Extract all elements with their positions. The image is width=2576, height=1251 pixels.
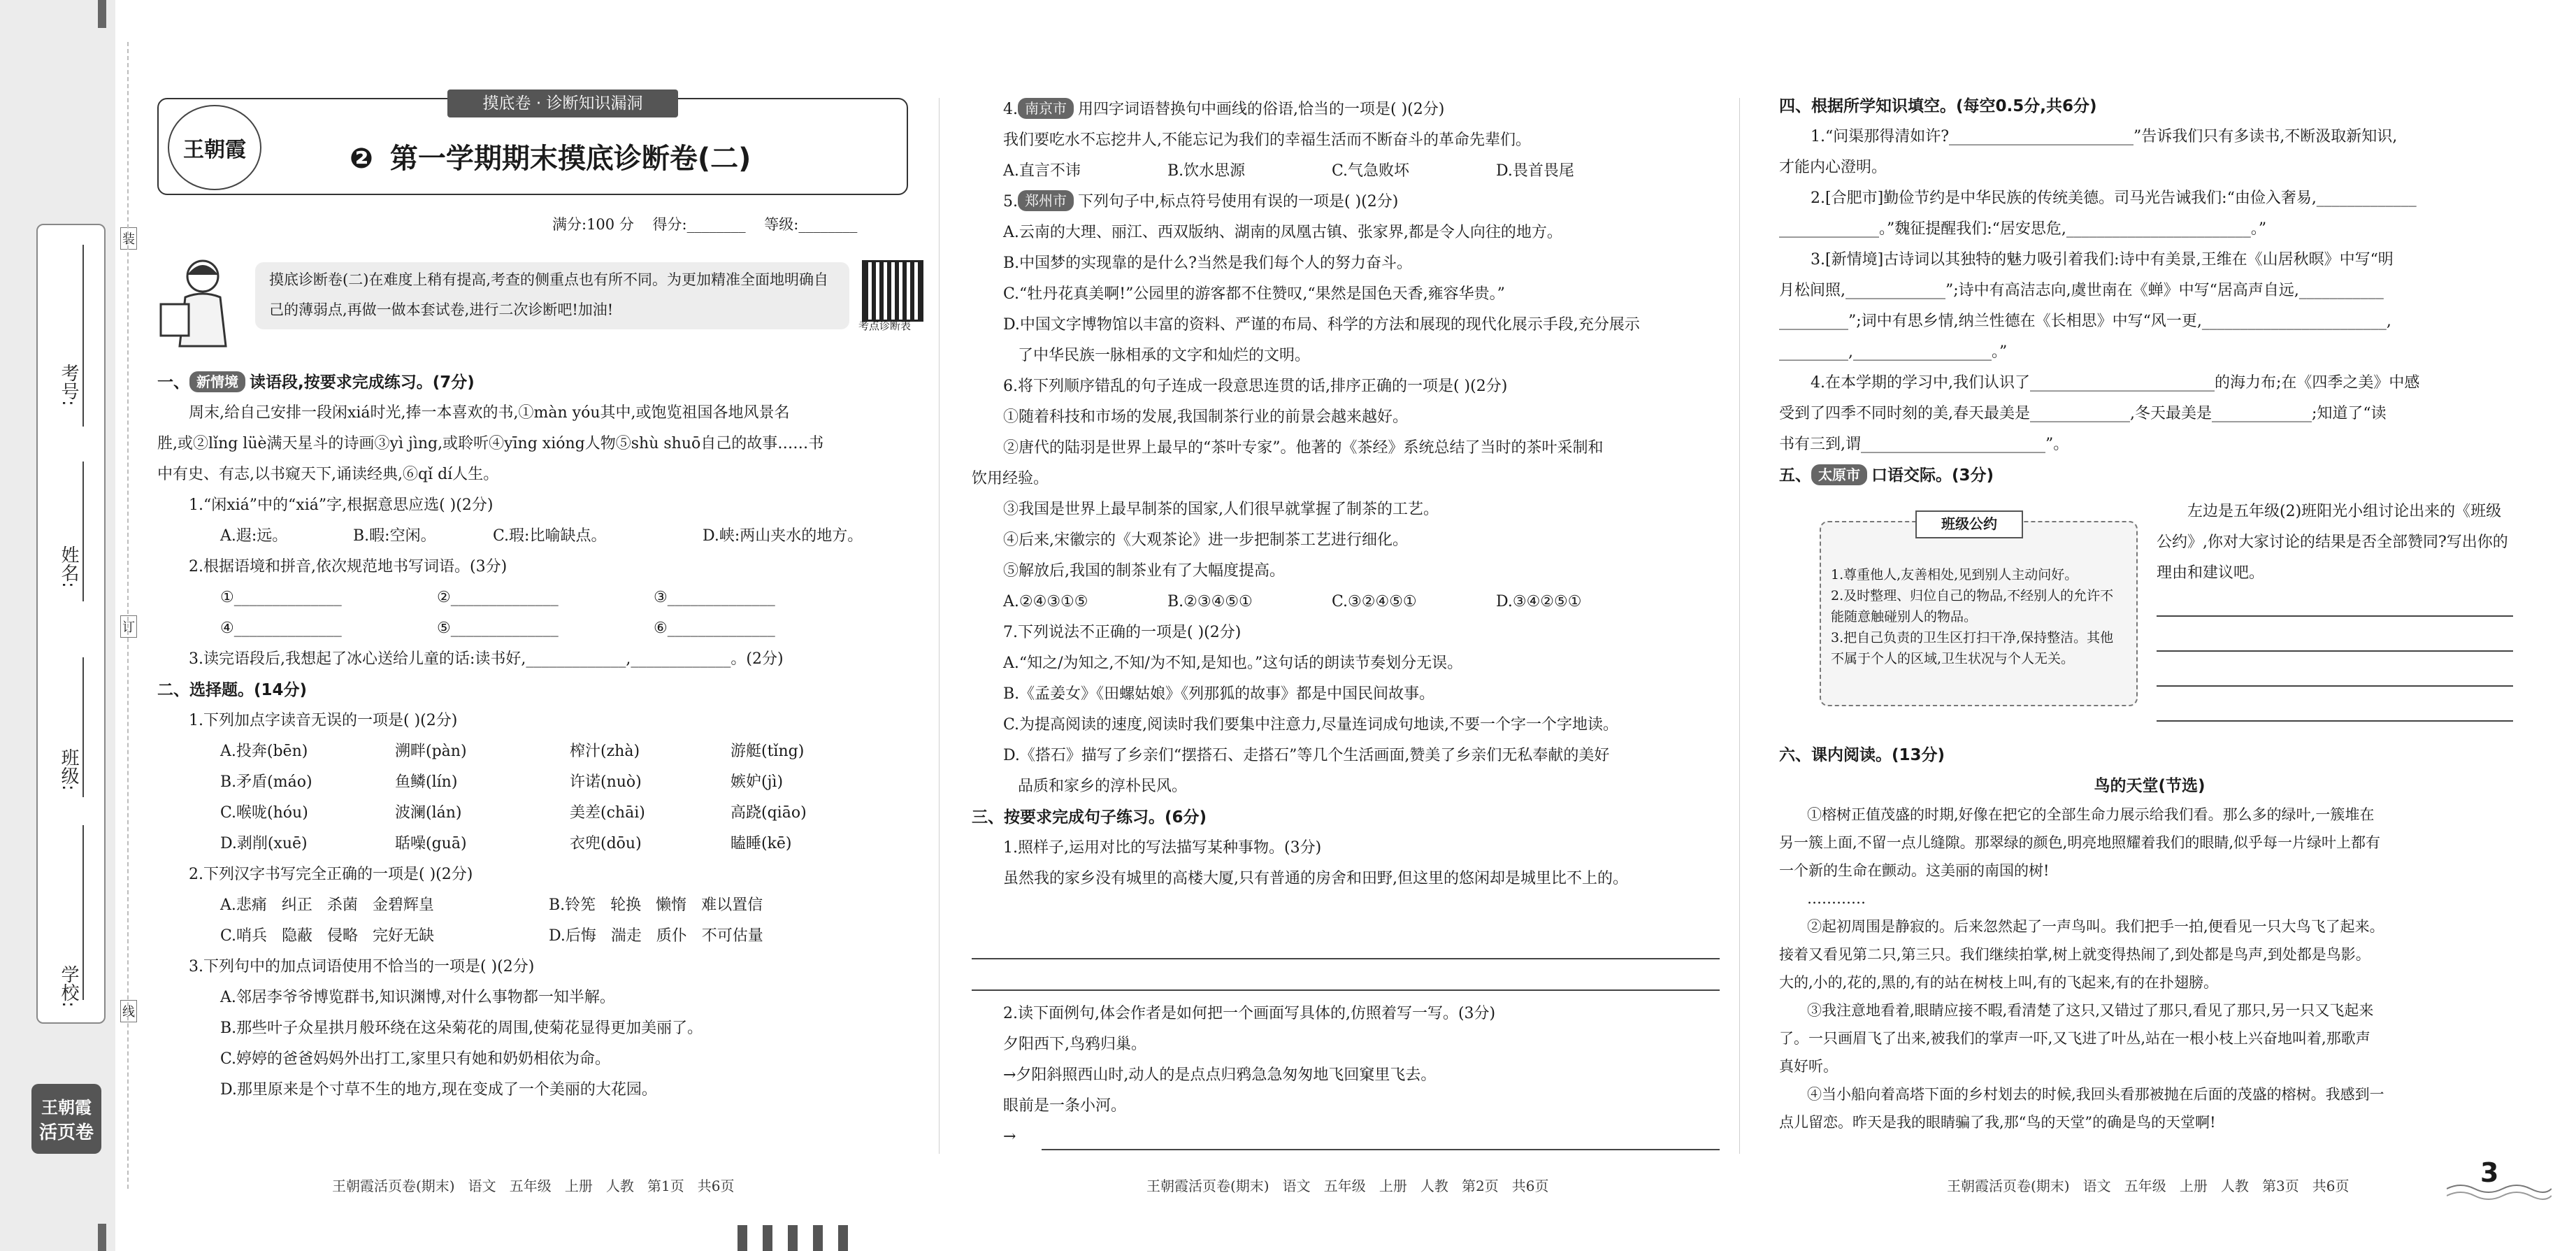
q5-option-c[interactable]: C.“牡丹花真美啊!”公园里的游客都不住赞叹,“果然是国色天香,雍容华贵。” (1003, 285, 1505, 303)
s3q2-arrow: → (1003, 1128, 1016, 1145)
q5-option-a[interactable]: A.云南的大理、丽江、西双版纳、湖南的凤凰古镇、张家界,都是令人向往的地方。 (1003, 224, 1562, 241)
s3q1-stem: 1.照样子,运用对比的写法描写某种事物。(3分) (1003, 839, 1322, 857)
s2q3-option-b[interactable]: B.那些叶子众星拱月般环绕在这朵菊花的周围,使菊花显得更加美丽了。 (220, 1020, 703, 1037)
section-5-tag: 太原市 (1811, 464, 1867, 485)
footer-mark-bars (737, 1225, 849, 1251)
q5-option-d[interactable]: D.中国文字博物馆以丰富的资料、严谨的布局、科学的方法和展现的现代化展示手段,充分展示 (1003, 316, 1640, 334)
passage-line-3: 中有史、有志,以书窥天下,诵读经典,⑥qǐ dí人生。 (157, 466, 499, 483)
s5-description: 左边是五年级(2)班阳光小组讨论出来的《班级公约》,你对大家讨论的结果是否全部赞同?写出你的理由和建议吧。 (2157, 503, 2508, 582)
title-number: ❷ (350, 143, 373, 175)
q7-option-d[interactable]: D.《搭石》描写了乡亲们“摆搭石、走搭石”等几个生活画面,赞美了乡亲们无私奉献的美好 (1003, 747, 1610, 764)
q2-blanks-row-1 (157, 582, 916, 613)
column-2-lower (972, 999, 1727, 1152)
q1-option-d[interactable]: D.峡:两山夹水的地方。 (703, 527, 863, 545)
q6-line-2: ②唐代的陆羽是世界上最早的“茶叶专家”。他著的《茶经》系统总结了当时的茶叶采制和 (1003, 439, 1604, 457)
q4-options: A.直言不讳 B.饮水思源 C.气急败坏 D.畏首畏尾 (1003, 162, 1574, 180)
column-2 (972, 94, 1727, 894)
blank-6[interactable]: ⑥______________ (654, 620, 775, 637)
binding-box (36, 224, 106, 1024)
reading-line-8: 了。一只画眉飞了出来,被我们的掌声一吓,又飞进了叶丛,站在一根小枝上兴奋地叫着,那歌声 (1779, 1030, 2370, 1047)
seal-char-2: 订 (120, 615, 137, 638)
q5-option-b[interactable]: B.中国梦的实现靠的是什么?当然是我们每个人的努力奋斗。 (1003, 255, 1412, 272)
q1-options (157, 521, 916, 552)
q1-stem: 1.“闲xiá”中的“xiá”字,根据意思应选( )(2分) (189, 496, 494, 514)
q7-option-b[interactable]: B.《孟姜女》《田螺姑娘》《列那狐的故事》都是中国民间故事。 (1003, 685, 1435, 703)
reading-line-4: ②起初周围是静寂的。后来忽然起了一声鸟叫。我们把手一拍,便看见一只大鸟飞了起来。 (1807, 918, 2384, 935)
s2q1-row-d: D.剥削(xuē) 聒噪(guā) 衣兜(dōu) 瞌睡(kē) (220, 835, 792, 852)
q4-stem: 4. 南京市 用四字词语替换句中画线的俗语,恰当的一项是( )(2分) (972, 94, 1727, 125)
section-1-tag: 新情境 (189, 371, 245, 392)
qr-caption: 考点诊断表 (858, 320, 912, 332)
q7-option-c[interactable]: C.为提高阅读的速度,阅读时我们要集中注意力,尽量连词成句地读,不要一个字一个字地读。 (1003, 716, 1619, 734)
page-wave-decoration (2447, 1182, 2552, 1203)
class-line (82, 657, 84, 797)
name-label: 姓名: (58, 545, 79, 588)
q6-line-5: ⑤解放后,我国的制茶业有了大幅度提高。 (1003, 562, 1285, 580)
q2-stem: 2.根据语境和拼音,依次规范地书写词语。(3分) (189, 558, 508, 576)
s2q2-row-1: A.悲痛 纠正 杀菌 金碧辉皇 B.铃筅 轮换 懒惰 难以置信 (220, 896, 763, 914)
class-rules-title: 班级公约 (1915, 510, 2023, 538)
passage-line-2: 胜,或②lǐng lüè满天星斗的诗画③yì jìng,或聆听④yīng xióng人物⑤shù shuō自己的故事……书 (157, 435, 824, 452)
section-6-title: 六、课内阅读。(13分) (1779, 746, 1945, 764)
q6-line-1: ①随着科技和市场的发展,我国制茶行业的前景会越来越好。 (1003, 408, 1408, 426)
rule-2: 2.及时整理、归位自己的物品,不经别人的允许不能随意触碰别人的物品。 (1831, 588, 2114, 624)
s3q1-answer-line-2[interactable] (972, 989, 1720, 991)
q3-stem: 3.读完语段后,我想起了冰心送给儿童的话:读书好,_____________,_____________。(2分) (189, 650, 784, 668)
q4-tag: 南京市 (1018, 98, 1074, 119)
s4-line-4: _____________。”魏征提醒我们:“居安思危,________________________。” (1779, 220, 2267, 238)
reading-line-11: 点儿留恋。昨天是我的眼睛骗了我,那“鸟的天堂”的确是鸟的天堂啊! (1779, 1114, 2216, 1131)
s4-line-3: 2.[合肥市]勤俭节约是中华民族的传统美德。司马光告诫我们:“由俭入奢易,_____________ (1811, 190, 2417, 207)
seal-char-3: 线 (120, 1000, 137, 1022)
q2-blanks-row-2 (157, 613, 916, 644)
footer-page-2: 王朝霞活页卷(期末) 语文 五年级 上册 人教 第2页 共6页 (1146, 1178, 1549, 1194)
s2q3-option-a[interactable]: A.邻居李爷爷博览群书,知识渊博,对什么事物都一知半解。 (220, 989, 615, 1006)
brand-badge (31, 1084, 101, 1154)
q6-stem: 6.将下列顺序错乱的句子连成一段意思连贯的话,排序正确的一项是( )(2分) (1003, 378, 1508, 395)
reading-section (1779, 740, 2520, 801)
s4-line-11: 书有三到,谓________________________”。 (1779, 436, 2069, 453)
s3q2-example-3: 眼前是一条小河。 (1003, 1097, 1127, 1115)
s2q1-row-b: B.矛盾(máo) 鱼鳞(lín) 许诺(nuò) 嫉妒(jì) (220, 773, 784, 791)
qr-code[interactable] (862, 260, 923, 322)
footer-page-3: 王朝霞活页卷(期末) 语文 五年级 上册 人教 第3页 共6页 (1947, 1178, 2350, 1194)
intro-text: 摸底诊断卷(二)在难度上稍有提高,考查的侧重点也有所不同。为更加精准全面地明确自己的薄弱点,再做一做本套试卷,进行二次诊断吧!加油! (269, 271, 829, 318)
q1-option-c[interactable]: C.瑕:比喻缺点。 (493, 527, 607, 545)
s5-answer-line-1[interactable] (2157, 615, 2513, 617)
reading-passage (1779, 801, 2520, 1136)
section-2-title: 二、选择题。(14分) (157, 681, 308, 699)
q7-stem: 7.下列说法不正确的一项是( )(2分) (1003, 624, 1242, 641)
rule-1: 1.尊重他人,友善相处,见到别人主动问好。 (1831, 567, 2078, 582)
s2q1-stem: 1.下列加点字读音无误的一项是( )(2分) (189, 712, 458, 729)
s4-line-2: 才能内心澄明。 (1779, 159, 1887, 176)
s4-line-1: 1.“问渠那得清如许?________________________”告诉我们只有多读书,不断汲取新知识, (1811, 128, 2398, 145)
s4-line-9: 4.在本学期的学习中,我们认识了________________________的海力布;在《四季之美》中感 (1811, 374, 2420, 392)
q1-option-a[interactable]: A.遐:远。 (220, 527, 288, 545)
column-1 (157, 367, 916, 1106)
s3q2-stem: 2.读下面例句,体会作者是如何把一个画面写具体的,仿照着写一写。(3分) (1003, 1005, 1496, 1022)
s4-line-7: _________”;词中有思乡情,纳兰性德在《长相思》中写“风一更,________________________, (1779, 313, 2391, 330)
q6-line-4: ④后来,宋徽宗的《大观茶论》进一步把制茶工艺进行细化。 (1003, 531, 1408, 549)
s2q3-stem: 3.下列句中的加点词语使用不恰当的一项是( )(2分) (189, 958, 535, 975)
banner (447, 90, 678, 117)
reading-line-6: 大的,小的,花的,黑的,有的站在树枝上叫,有的飞起来,有的在扑翅膀。 (1779, 974, 2219, 991)
section-4-title: 四、根据所学知识填空。(每空0.5分,共6分) (1779, 97, 2097, 115)
reading-line-10: ④当小船向着高塔下面的乡村划去的时候,我回头看那被抛在后面的茂盛的榕树。我感到一 (1807, 1086, 2384, 1103)
s2q1-row-a: A.投奔(bēn) 溯畔(pàn) 榨汁(zhà) 游艇(tǐng) (220, 743, 805, 760)
logo-text: 王朝霞 (183, 138, 246, 162)
q6-line-2-cont: 饮用经验。 (972, 470, 1049, 487)
class-label: 班级: (58, 748, 79, 791)
banner-text: 摸底卷 · 诊断知识漏洞 (482, 94, 643, 113)
s3q1-example: 虽然我的家乡没有城里的高楼大厦,只有普通的房舍和田野,但这里的悠闲却是城里比不上的。 (1003, 870, 1628, 887)
section-3-title: 三、按要求完成句子练习。(6分) (972, 808, 1207, 827)
q7-option-d-cont: 品质和家乡的淳朴民风。 (1003, 778, 1187, 795)
reading-title: 鸟的天堂(节选) (2094, 777, 2206, 795)
s3q1-answer-line-1[interactable] (972, 958, 1720, 959)
brand-sub: 活页卷 (38, 1122, 94, 1143)
exam-number-line (82, 245, 84, 427)
name-line (82, 462, 84, 601)
column-3 (1779, 91, 2520, 491)
s3q2-example-1: 夕阳西下,鸟鸦归巢。 (1003, 1036, 1146, 1053)
q6-line-3: ③我国是世界上最早制茶的国家,人们很早就掌握了制茶的工艺。 (1003, 501, 1439, 518)
s5-answer-line-2[interactable] (2157, 650, 2513, 652)
reading-line-5: 接着又看见第二只,第三只。我们继续拍掌,树上就变得热闹了,到处都是鸟声,到处都是鸟影。 (1779, 946, 2370, 963)
binding-seam (127, 42, 129, 1189)
q7-option-a[interactable]: A.“知之/为知之,不知/为不知,是知也。”这句话的朗读节奏划分无误。 (1003, 655, 1463, 672)
binding-bar-top (98, 0, 106, 28)
blank-5[interactable]: ⑤______________ (437, 620, 559, 637)
s2q3-option-d[interactable]: D.那里原来是个寸草不生的地方,现在变成了一个美丽的大花园。 (220, 1081, 657, 1099)
blank-4[interactable]: ④______________ (220, 620, 342, 637)
s3q2-example-2: →夕阳斜照西山时,动人的是点点归鸦急急匆匆地飞回窠里飞去。 (1003, 1066, 1437, 1084)
column-divider-2 (1739, 98, 1740, 1154)
school-line (82, 825, 84, 1000)
page-title (350, 136, 751, 176)
exam-number-label: 考号: (58, 364, 79, 406)
q5-option-d-cont: 了中华民族一脉相承的文字和灿烂的文明。 (1003, 347, 1310, 364)
class-rules-box (1820, 521, 2138, 706)
reading-line-3: 一个新的生命在颤动。这美丽的南国的树! (1779, 862, 2050, 879)
q1-option-b[interactable]: B.暇:空闲。 (353, 527, 436, 545)
s5-answer-line-4[interactable] (2157, 720, 2513, 722)
brand-name: 王朝霞 (41, 1098, 92, 1117)
reading-line-1: ①榕树正值茂盛的时期,好像在把它的全部生命力展示给我们看。那么多的绿叶,一簇堆在 (1807, 806, 2375, 823)
page-number: 3 (2480, 1157, 2499, 1188)
logo-seal (168, 105, 261, 190)
title-text: 第一学期期末摸底诊断卷(二) (389, 143, 751, 175)
reading-ellipsis: ………… (1807, 890, 1866, 907)
s4-line-5: 3.[新情境]古诗词以其独特的魅力吸引着我们:诗中有美景,王维在《山居秋暝》中写“明 (1811, 251, 2394, 269)
reading-line-7: ③我注意地看着,眼睛应接不暇,看清楚了这只,又错过了那只,看见了那只,另一只又飞起来 (1807, 1002, 2374, 1019)
passage-line-1: 周末,给自己安排一段闲xiá时光,捧一本喜欢的书,①màn yóu其中,或饱览祖国各地风景名 (189, 404, 790, 422)
blank-3[interactable]: ③______________ (654, 589, 775, 606)
binding-bar-bottom (98, 1224, 106, 1251)
s4-line-8: _________,__________________。” (1779, 343, 2008, 361)
column-divider-1 (939, 98, 940, 1154)
q4-text: 我们要吃水不忘挖井人,不能忘记为我们的幸福生活而不断奋斗的革命先辈们。 (1003, 131, 1531, 149)
s4-line-6: 月松间照,_____________”;诗中有高洁志向,虞世南在《蝉》中写“居高声自远,___________ (1779, 282, 2384, 299)
s2q1-row-c: C.喉咙(hóu) 波澜(lán) 美差(chāi) 高跷(qiāo) (220, 804, 807, 822)
footer-page-1: 王朝霞活页卷(期末) 语文 五年级 上册 人教 第1页 共6页 (332, 1178, 735, 1194)
section-1-title: 一、 新情境 读语段,按要求完成练习。(7分) (157, 367, 916, 398)
blank-2[interactable]: ②______________ (437, 589, 559, 606)
reading-line-9: 真好听。 (1779, 1058, 1838, 1075)
s4-line-10: 受到了四季不同时刻的美,春天最美是_____________,冬天最美是_____________;知道了“读 (1779, 405, 2387, 422)
teacher-illustration (157, 255, 241, 353)
seal-char-1: 装 (120, 227, 137, 250)
q5-tag: 郑州市 (1018, 190, 1074, 211)
blank-1[interactable]: ①______________ (220, 589, 342, 606)
score-line: 满分:100 分 得分:________ 等级:________ (552, 216, 858, 233)
q5-stem: 5. 郑州市 下列句子中,标点符号使用有误的一项是( )(2分) (972, 187, 1727, 217)
section-5-title: 五、 太原市 口语交际。(3分) (1779, 460, 2520, 491)
s2q2-stem: 2.下列汉字书写完全正确的一项是( )(2分) (189, 866, 473, 883)
s2q3-option-c[interactable]: C.婷婷的爸爸妈妈外出打工,家里只有她和奶奶相依为命。 (220, 1050, 611, 1068)
q6-options: A.②④③①⑤ B.②③④⑤① C.③②④⑤① D.③④②⑤① (1003, 593, 1582, 610)
intro-box (255, 262, 849, 329)
school-label: 学校: (58, 965, 79, 1008)
s3q2-answer-line[interactable] (1042, 1149, 1720, 1150)
rule-3: 3.把自己负责的卫生区打扫干净,保持整洁。其他不属于个人的区域,卫生状况与个人无关。 (1831, 630, 2114, 666)
reading-line-2: 另一簇上面,不留一点儿缝隙。那翠绿的颜色,明亮地照耀着我们的眼睛,似乎每一片绿叶上都有 (1779, 834, 2381, 851)
s5-answer-line-3[interactable] (2157, 685, 2513, 687)
s2q2-row-2: C.哨兵 隐蔽 侵略 完好无缺 D.后悔 湍走 质仆 不可估量 (220, 927, 763, 945)
